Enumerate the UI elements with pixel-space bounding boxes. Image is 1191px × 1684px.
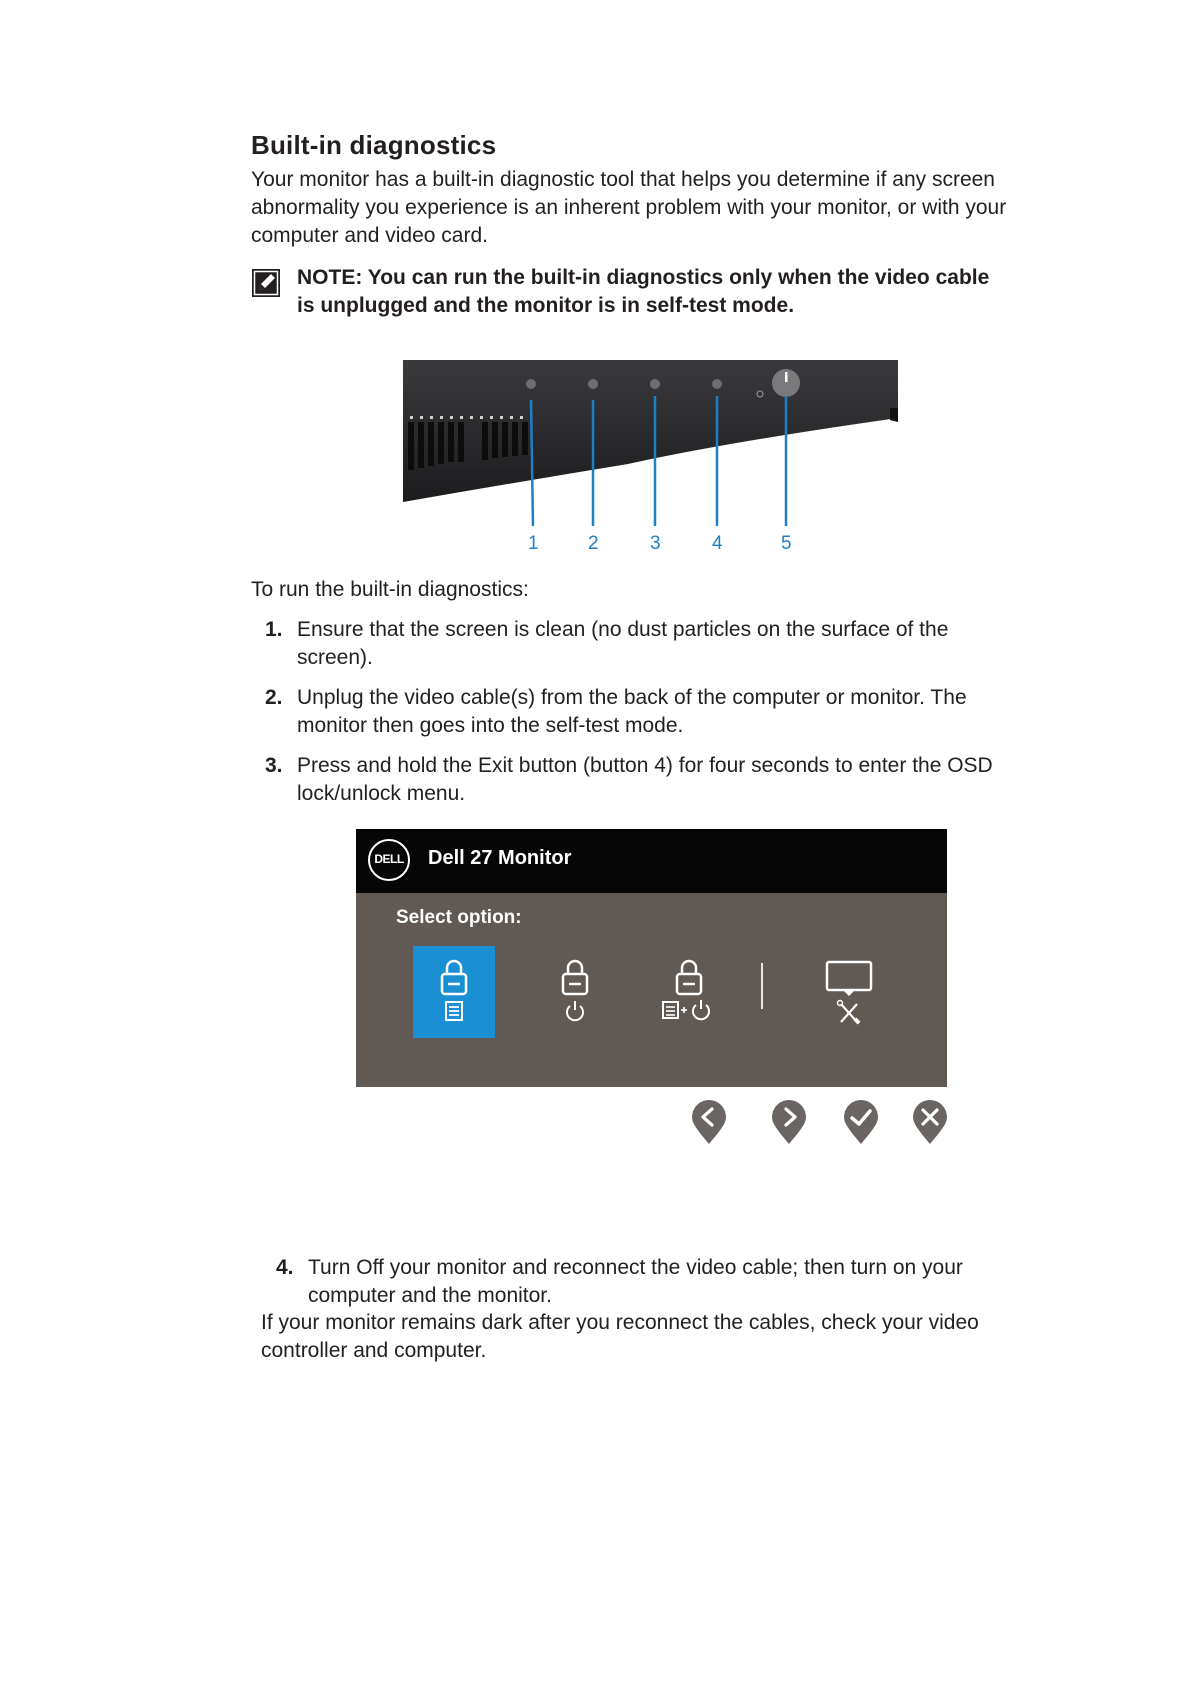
intro-line: computer and video card. — [251, 224, 488, 247]
step-number: 2. — [265, 686, 283, 709]
bezel-button-1 — [526, 379, 536, 389]
note-line: NOTE: You can run the built-in diagnostics only when the video cable — [297, 266, 990, 289]
monitor-tools-icon — [819, 952, 879, 1032]
lock-menu-icon — [424, 952, 484, 1032]
next-icon — [770, 1100, 808, 1146]
closing-line: If your monitor remains dark after you reconnect the cables, check your video — [261, 1311, 979, 1334]
step-text — [297, 752, 993, 808]
note-pencil-icon — [251, 268, 281, 298]
osd-title: Dell 27 Monitor — [428, 847, 572, 869]
step-text — [297, 616, 948, 672]
note-line: is unplugged and the monitor is in self-test mode. — [297, 294, 795, 317]
callout-5: 5 — [781, 533, 792, 554]
intro-line: abnormality you experience is an inherent problem with your monitor, or with your — [251, 196, 1007, 219]
osd-lock-menu — [356, 829, 947, 1087]
osd-option-lock-menu-power[interactable] — [648, 946, 730, 1038]
monitor-bezel-figure — [398, 356, 898, 556]
procedure-lead: To run the built-in diagnostics: — [251, 578, 529, 601]
bezel-button-2 — [588, 379, 598, 389]
osd-nav-previous[interactable] — [690, 1100, 728, 1146]
intro-paragraph — [251, 166, 1006, 250]
step-number: 3. — [265, 754, 283, 777]
previous-icon — [690, 1100, 728, 1146]
callout-1: 1 — [528, 533, 539, 554]
bezel-button-4 — [712, 379, 722, 389]
osd-nav-exit[interactable] — [911, 1100, 949, 1146]
confirm-icon — [842, 1100, 880, 1146]
section-title: Built-in diagnostics — [251, 130, 497, 160]
bezel-body — [403, 360, 898, 502]
lock-power-icon — [545, 952, 605, 1032]
closing-line: controller and computer. — [261, 1339, 487, 1362]
step-number: 4. — [276, 1256, 294, 1279]
osd-nav-next[interactable] — [770, 1100, 808, 1146]
step-line: Unplug the video cable(s) from the back of the computer or monitor. The — [297, 686, 967, 709]
step-text — [308, 1254, 963, 1310]
osd-select-prompt: Select option: — [396, 907, 522, 928]
osd-option-lock-power[interactable] — [534, 946, 616, 1038]
osd-divider — [761, 963, 763, 1009]
dell-logo: DELL — [368, 839, 410, 881]
callout-3: 3 — [650, 533, 661, 554]
step-line: Press and hold the Exit button (button 4) for four seconds to enter the OSD — [297, 754, 993, 777]
lock-menu-power-icon — [659, 952, 719, 1032]
step-number: 1. — [265, 618, 283, 641]
step-line: monitor then goes into the self-test mode. — [297, 714, 684, 737]
bezel-button-3 — [650, 379, 660, 389]
step-line: screen). — [297, 646, 373, 669]
step-line: lock/unlock menu. — [297, 782, 466, 805]
callout-2: 2 — [588, 533, 599, 554]
osd-header — [356, 829, 947, 893]
step-line: Turn Off your monitor and reconnect the video cable; then turn on your — [308, 1256, 963, 1279]
exit-icon — [911, 1100, 949, 1146]
note-text — [297, 264, 989, 320]
intro-line: Your monitor has a built-in diagnostic tool that helps you determine if any screen — [251, 168, 995, 191]
step-line: computer and the monitor. — [308, 1284, 552, 1307]
osd-option-monitor-tools[interactable] — [808, 946, 890, 1038]
closing-paragraph — [261, 1309, 979, 1365]
callout-4: 4 — [712, 533, 723, 554]
osd-nav-confirm[interactable] — [842, 1100, 880, 1146]
osd-option-lock-menu[interactable] — [413, 946, 495, 1038]
step-text — [297, 684, 967, 740]
step-line: Ensure that the screen is clean (no dust particles on the surface of the — [297, 618, 949, 641]
